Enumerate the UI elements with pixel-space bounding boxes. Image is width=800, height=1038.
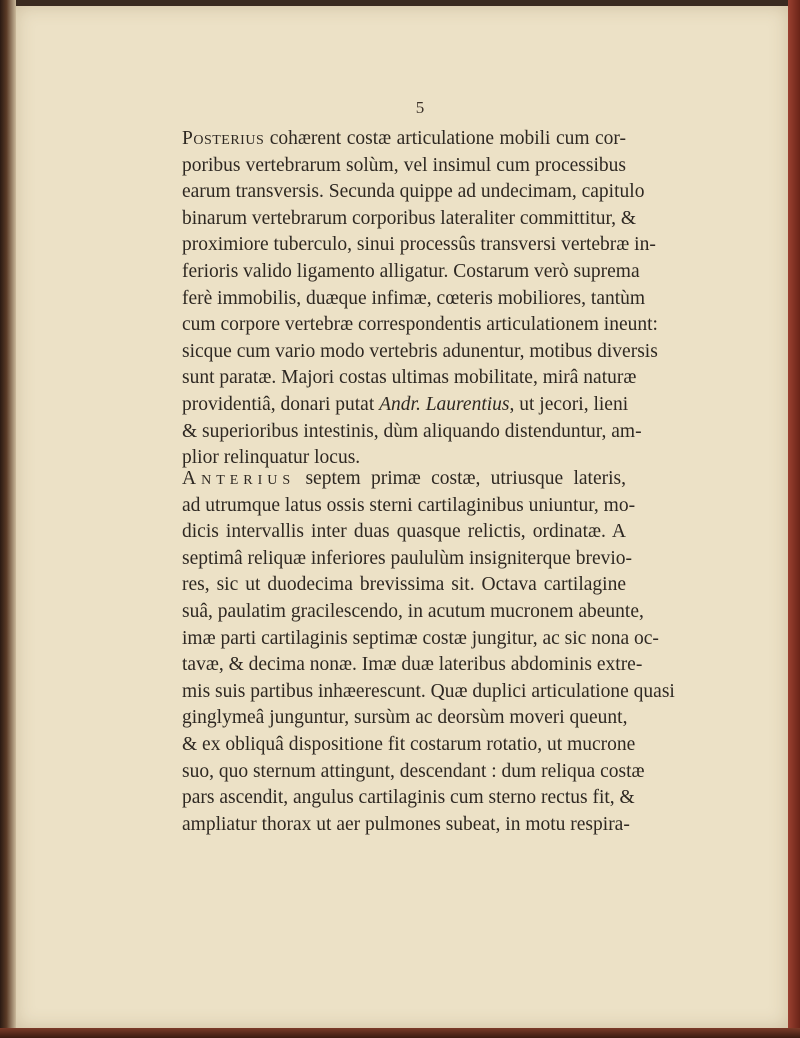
text-line: ferioris valido ligamento alligatur. Costarum verò suprema [182,260,640,282]
text-line: septimâ reliquæ inferiores paululùm insigniterque brevio- [182,547,633,569]
text-line: binarum vertebrarum corporibus lateraliter committitur, & [182,207,637,229]
text-line: earum transversis. Secunda quippe ad undecimam, capitulo [182,181,645,203]
text-line: imæ parti cartilaginis septimæ costæ jungitur, ac sic nona oc- [182,627,659,649]
text-line: plior relinquatur locus. [182,447,361,469]
author-name: Andr. Laurentius [379,393,510,415]
text-line: ferè immobilis, duæque infimæ, cœteris mobiliores, tantùm [182,287,646,309]
text-line: proximiore tuberculo, sinui processûs transversi vertebræ in- [182,234,656,256]
paragraph-posterius [182,126,658,472]
text-line: & superioribus intestinis, dùm aliquando distenduntur, am- [182,420,642,442]
text-line: & ex obliquâ dispositione fit costarum rotatio, ut mucrone [182,733,636,755]
text-line: dicis intervallis inter duas quasque relictis, ordinatæ. A [182,521,626,543]
page-edge-bottom [0,1028,800,1038]
text-line: cum corpore vertebræ correspondentis articulationem ineunt: [182,314,658,336]
page-edge-right [788,0,800,1038]
book-spine [0,0,16,1038]
page-number: 5 [415,98,425,117]
text-line: Anterius septem primæ costæ, utriusque lateris, [182,468,626,489]
paragraph-lead-word: Anterius [182,468,296,489]
paragraph-anterius [182,466,675,838]
text-line: Posterius cohærent costæ articulatione mobili cum cor- [182,128,626,149]
text-line: mis suis partibus inhæerescunt. Quæ duplici articulatione quasi [182,680,675,702]
text-line: poribus vertebrarum solùm, vel insimul cum processibus [182,154,626,176]
paragraph-lead-word: Posterius [182,128,265,149]
text-line: ginglymeâ junguntur, sursùm ac deorsùm moveri queunt, [182,707,628,729]
text-line: suâ, paulatim gracilescendo, in acutum mucronem abeunte, [182,600,644,622]
text-line: tavæ, & decima nonæ. Imæ duæ lateribus abdominis extre- [182,654,643,676]
text-line: sunt paratæ. Majori costas ultimas mobilitate, mirâ naturæ [182,367,637,389]
text-line: providentiâ, donari putat Andr. Laurentius, ut jecori, lieni [182,393,629,415]
text-line: res, sic ut duodecima brevissima sit. Octava cartilagine [182,574,626,596]
text-line: pars ascendit, angulus cartilaginis cum sterno rectus fit, & [182,787,635,809]
text-line: ampliatur thorax ut aer pulmones subeat, in motu respira- [182,813,630,835]
text-line: ad utrumque latus ossis sterni cartilaginibus uniuntur, mo- [182,494,636,516]
text-line: sicque cum vario modo vertebris adunentur, motibus diversis [182,340,658,362]
text-line: suo, quo sternum attingunt, descendant : dum reliqua costæ [182,760,645,782]
